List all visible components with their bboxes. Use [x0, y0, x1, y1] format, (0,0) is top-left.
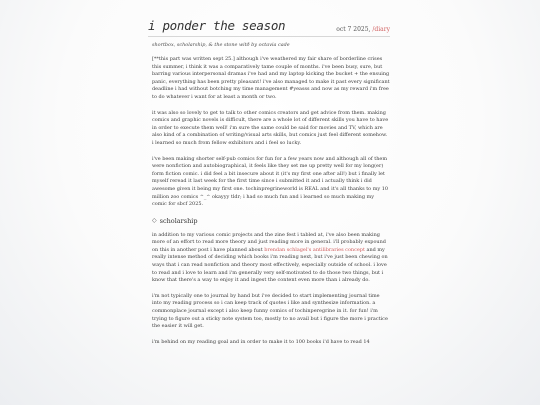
paragraph-4-text-a: in addition to my various comic projects and the zine fest i tabled at, i've also been making more of an effort to read more theory and just reading more in general. i'll probably expound on this in another post i have planned about: [152, 231, 386, 253]
blog-post: [148, 18, 390, 354]
paragraph-4: [152, 232, 390, 285]
paragraph-4-text-b: and my really intense method of deciding which books i'm reading next, but i've just been chewing on ways that i can read nonfiction and theory most effectively, especially outside of school. i love to read and i love to learn and i'm generally very self-motivated to do those two things, but i know that there's a way to enjoy it and ingest the content even more than i already do.: [152, 246, 388, 284]
paragraph-1: [**this part was written sept 25.] although i've weathered my fair share of borderline crises this summer, i think it was a comparatively tame couple of months. i've been busy, sure, but barring various interpersonal dramas i've had and my laptop kicking the bucket + the ensuing panic, everything has been pretty pleasant! i've also managed to make it past every significant deadline i had without botching my time management #yeasss and now as my reward i'm free to do whatever i want for at least a month or two.: [152, 56, 390, 100]
paragraph-2: it was also so lovely to get to talk to other comics creators and get advice from them. making comics and graphic novels is difficult, there are a whole lot of different skills you have to have in order to execute them well! i'm sure the same could be said for movies and TV, which are also kind of a combination of writing/visual arts skills, but comics just feel different somehow. i learned so much from fellow exhibitors and i feel so lucky.: [152, 109, 389, 146]
post-title: i ponder the season: [148, 18, 286, 33]
post-meta: [336, 26, 390, 33]
section-heading-label: scholarship: [159, 216, 198, 225]
tag-link-diary[interactable]: /diary: [372, 26, 390, 33]
post-header: [148, 18, 390, 37]
antilibraries-link[interactable]: brendan schlagel's antilibraries concept: [264, 246, 365, 253]
section-heading-scholarship: [152, 217, 390, 225]
diamond-icon: ◇: [152, 217, 157, 225]
paragraph-6: i'm behind on my reading goal and in order to make it to 100 books i'd have to read 14: [152, 338, 370, 345]
paragraph-3: i've been making shorter self-pub comics for fun for a few years now and although all of them were nonfiction and autobiographical, it feels like they set me up pretty well for my long(er) form fiction comic. i did feel a bit insecure about it (it's my first one after all!) but i finally let myself reread it last week for the first time since i submitted it and i actually think i did awesome given it being my first one. tochinpregrineworld is REAL and it's all thanks to my 10 million zoo comics ^_^ okayyy tldr; i had so much fun and i learned so much making my comic for sbcf 2025.: [152, 155, 389, 208]
post-date: oct 7 2025,: [336, 26, 371, 33]
post-subtitle: shortbox, scholarship, & the stone witð by octavia cade: [152, 42, 290, 48]
paragraph-5: i'm not typically one to journal by hand but i've decided to start implementing journal time into my reading process so i can keep track of quotes i like and synthesize information. a commonplace journal except i also keep funny comics of tochinperegrine in it. for fun! i'm trying to figure out a sticky note system too, mostly to no avail but i figure the more i practice the easier it will get.: [152, 292, 388, 330]
